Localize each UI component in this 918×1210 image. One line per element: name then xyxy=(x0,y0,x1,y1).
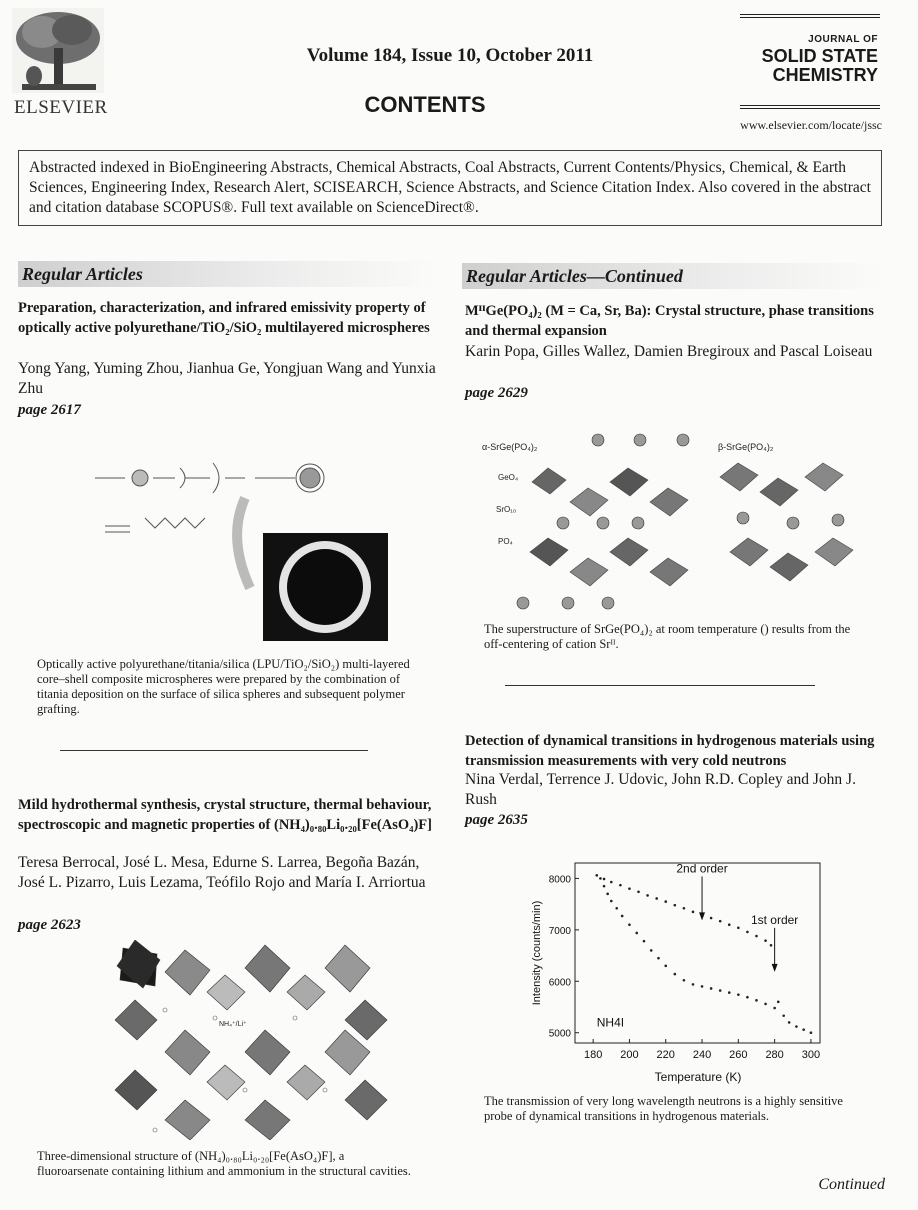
article-3-title[interactable]: MᴵᴵGe(PO₄)₂ (M = Ca, Sr, Ba): Crystal structure, phase transitions and thermal expansion xyxy=(465,303,874,339)
chart-point-cooling xyxy=(683,907,686,910)
chart-point-heating xyxy=(755,999,758,1002)
chart-point-cooling xyxy=(764,939,767,942)
chart-annotation-arrowhead xyxy=(772,964,778,972)
chart-point-cooling xyxy=(619,884,622,887)
chart-point-heating xyxy=(628,923,631,926)
article-3-label-beta: β-SrGe(PO₄)₂ xyxy=(718,442,774,452)
chart-point-heating xyxy=(746,996,749,999)
chart-point-heating xyxy=(599,877,602,880)
journal-rule-top-2 xyxy=(740,17,880,18)
chart-x-tick-label: 280 xyxy=(765,1049,784,1061)
article-3-page[interactable]: page 2629 xyxy=(465,385,528,401)
article-2-page[interactable]: page 2623 xyxy=(18,917,81,933)
article-1-title[interactable]: Preparation, characterization, and infrared emissivity property of optically active polyurethane/TiO₂/SiO₂ multilayered microspheres xyxy=(18,300,430,336)
chart-y-tick-label: 8000 xyxy=(548,874,571,886)
chart-point-cooling xyxy=(755,935,758,938)
chart-x-tick-label: 240 xyxy=(692,1049,712,1061)
chart-point-heating xyxy=(621,915,624,918)
chart-point-cooling xyxy=(603,878,606,881)
chart-y-tick-label: 6000 xyxy=(548,977,571,989)
chart-point-heating xyxy=(650,949,653,952)
journal-title-line1: SOLID STATE xyxy=(761,46,878,66)
chart-y-tick-label: 5000 xyxy=(548,1028,571,1040)
journal-title xyxy=(740,47,878,85)
article-1-page[interactable]: page 2617 xyxy=(18,402,81,418)
chart-y-axis-label: Intensity (counts/min) xyxy=(531,900,543,1006)
article-3-label-po: PO₄ xyxy=(498,537,513,546)
elsevier-tree-logo xyxy=(12,8,104,93)
article-1-graphical-abstract xyxy=(85,438,420,653)
chart-y-tick-label: 7000 xyxy=(548,925,571,937)
chart-point-heating xyxy=(606,893,609,896)
article-4-caption: The transmission of very long wavelength neutrons is a highly sensitive probe of dynamical transitions in hydrogenous materials. xyxy=(484,1094,843,1123)
volume-line: Volume 184, Issue 10, October 2011 xyxy=(306,45,594,66)
chart-point-cooling xyxy=(664,900,667,903)
chart-point-cooling xyxy=(637,891,640,894)
chart-point-cooling xyxy=(802,1028,805,1031)
chart-point-cooling xyxy=(610,881,613,884)
journal-rule-bottom xyxy=(740,105,880,106)
chart-point-heating xyxy=(719,989,722,992)
journal-of-label: JOURNAL OF xyxy=(808,34,878,45)
chart-point-cooling xyxy=(770,944,773,947)
journal-rule-top xyxy=(740,14,880,15)
chart-point-cooling xyxy=(777,1001,780,1004)
journal-rule-bottom-2 xyxy=(740,108,880,109)
chart-point-heating xyxy=(664,965,667,968)
chart-point-cooling xyxy=(710,917,713,920)
chart-point-cooling xyxy=(674,904,677,907)
right-separator xyxy=(505,685,815,686)
chart-point-cooling xyxy=(810,1031,813,1034)
article-2-authors: Teresa Berrocal, José L. Mesa, Edurne S. Larrea, Begoña Bazán, José L. Pizarro, Luis Lezama, Teófilo Rojo and María I. Arriortua xyxy=(18,854,426,891)
article-1-caption: Optically active polyurethane/titania/silica (LPU/TiO₂/SiO₂) multi-layered core–shell composite microspheres were prepared by the combination of titania deposition on the surface of silica spheres and subsequent polymer grafting. xyxy=(37,657,410,716)
chart-point-heating xyxy=(710,987,713,990)
chart-point-cooling xyxy=(728,923,731,926)
chart-point-cooling xyxy=(788,1021,791,1024)
chart-point-cooling xyxy=(628,887,631,890)
chart-point-cooling xyxy=(782,1014,785,1017)
chart-point-heating xyxy=(635,932,638,935)
article-4-page[interactable]: page 2635 xyxy=(465,812,528,828)
chart-point-heating xyxy=(737,993,740,996)
indexing-box: Abstracted indexed in BioEngineering Abstracts, Chemical Abstracts, Coal Abstracts, Current Contents/Physics, Chemical, & Earth Sciences, Engineering Index, Research Alert, SCISEARCH, Science Abstracts, and Science Citation Index. Also covered in the abstract and citation database SCOPUS®. Full text available on ScienceDirect®. xyxy=(18,150,882,226)
chart-point-heating xyxy=(674,973,677,976)
article-3-label-sro: SrO₁₀ xyxy=(496,505,517,514)
right-section-heading: Regular Articles—Continued xyxy=(462,263,882,289)
chart-point-heating xyxy=(764,1003,767,1006)
article-3-structure-figure xyxy=(478,428,868,618)
chart-point-cooling xyxy=(719,920,722,923)
article-4-title[interactable]: Detection of dynamical transitions in hydrogenous materials using transmission measurements with very cold neutrons xyxy=(465,733,875,769)
chart-point-cooling xyxy=(655,897,658,900)
chart-point-heating xyxy=(657,957,660,960)
chart-point-heating xyxy=(603,885,606,888)
chart-point-cooling xyxy=(746,931,749,934)
chart-x-tick-label: 260 xyxy=(729,1049,748,1061)
chart-point-cooling xyxy=(795,1025,798,1028)
transmission-chart xyxy=(520,855,830,1090)
chart-point-heating xyxy=(701,985,704,988)
chart-point-heating xyxy=(610,900,613,903)
article-3-caption: The superstructure of SrGe(PO₄)₂ at room temperature () results from the off-centering of cation Srᴵᴵ. xyxy=(484,622,851,651)
journal-title-line2: CHEMISTRY xyxy=(772,65,878,85)
continued-label: Continued xyxy=(818,1176,885,1193)
journal-url[interactable]: www.elsevier.com/locate/jssc xyxy=(740,118,882,132)
chart-x-tick-label: 300 xyxy=(801,1049,821,1061)
article-4-authors: Nina Verdal, Terrence J. Udovic, John R.D. Copley and John J. Rush xyxy=(465,771,856,808)
article-3-label-alpha: α-SrGe(PO₄)₂ xyxy=(482,442,538,452)
article-2-structure-figure xyxy=(95,940,425,1140)
chart-annotation: 1st order xyxy=(750,912,799,927)
article-1-authors: Yong Yang, Yuming Zhou, Jianhua Ge, Yongjuan Wang and Yunxia Zhu xyxy=(18,360,436,397)
chart-point-cooling xyxy=(692,911,695,914)
article-2-figure-label: NH₄⁺/Li⁺ xyxy=(219,1021,247,1028)
chart-point-heating xyxy=(643,940,646,943)
chart-point-cooling xyxy=(646,894,649,897)
article-2-caption: Three-dimensional structure of (NH₄)₀.₈₀Li₀.₂₀[Fe(AsO₄)F], a fluoroarsenate containing lithium and ammonium in the structural cavities. xyxy=(37,1149,411,1178)
article-2-title[interactable]: Mild hydrothermal synthesis, crystal structure, thermal behaviour, spectroscopic and magnetic properties of (NH₄)₀.₈₀Li₀.₂₀[Fe(AsO₄)F] xyxy=(18,797,432,833)
chart-point-heating xyxy=(728,991,731,994)
chart-point-heating xyxy=(692,983,695,986)
chart-point-heating xyxy=(773,1007,776,1010)
chart-point-heating xyxy=(683,979,686,982)
chart-x-axis-label: Temperature (K) xyxy=(654,1070,742,1084)
contents-heading: CONTENTS xyxy=(364,92,486,117)
chart-annotation: 2nd order xyxy=(676,861,728,876)
chart-x-tick-label: 180 xyxy=(583,1049,603,1061)
article-3-label-geo: GeO₄ xyxy=(498,473,519,482)
article-3-authors: Karin Popa, Gilles Wallez, Damien Bregiroux and Pascal Loiseau xyxy=(465,343,873,360)
left-separator xyxy=(60,750,368,751)
chart-annotation: NH4I xyxy=(596,1015,625,1030)
publisher-name: ELSEVIER xyxy=(14,97,108,118)
chart-point-cooling xyxy=(595,874,598,877)
chart-x-tick-label: 200 xyxy=(620,1049,639,1061)
left-section-heading: Regular Articles xyxy=(18,261,438,287)
chart-x-tick-label: 220 xyxy=(656,1049,675,1061)
chart-point-cooling xyxy=(737,927,740,930)
chart-point-heating xyxy=(615,907,618,910)
chart-annotation-arrowhead xyxy=(699,912,705,920)
